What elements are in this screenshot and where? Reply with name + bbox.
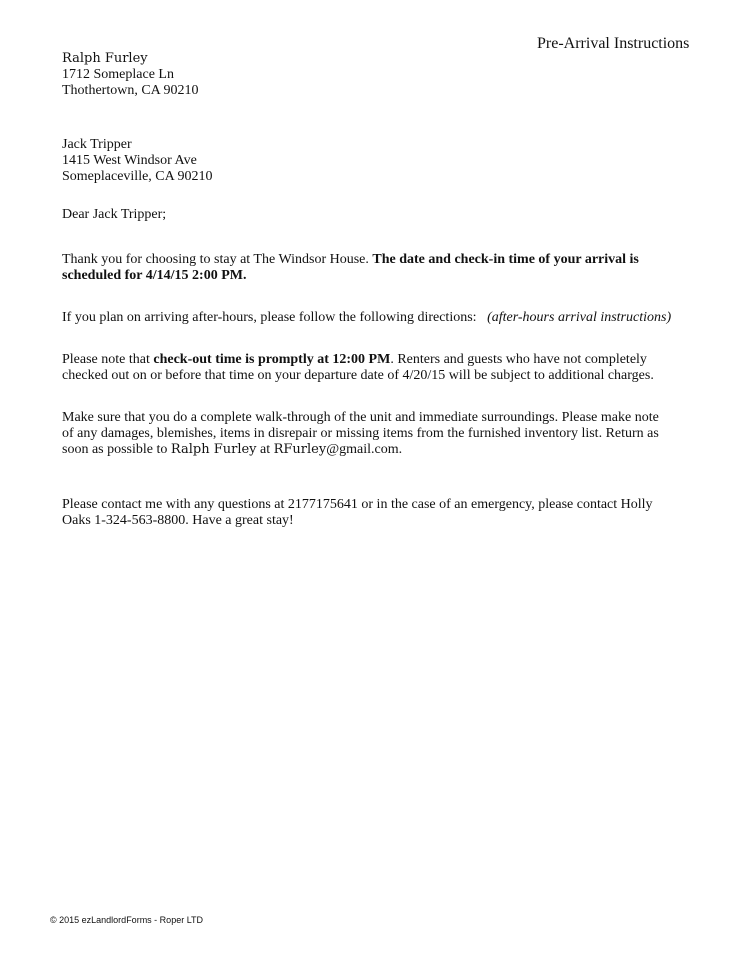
contact-paragraph xyxy=(62,497,702,529)
recipient-city: Someplaceville, CA 90210 xyxy=(62,169,213,184)
walkthrough-line-3b: at xyxy=(256,442,274,457)
walkthrough-line-3a: soon as possible to xyxy=(62,442,171,457)
checkout-paragraph xyxy=(62,352,702,384)
walkthrough-line-1: Make sure that you do a complete walk-through of the unit and immediate surroundings. Please make note xyxy=(62,410,659,425)
contact-line-2: Oaks 1-324-563-8800. Have a great stay! xyxy=(62,513,294,528)
recipient-address xyxy=(62,137,702,185)
contact-name: Ralph Furley xyxy=(170,442,257,457)
sender-city: Thothertown, CA 90210 xyxy=(62,83,199,98)
walkthrough-paragraph xyxy=(62,410,702,458)
after-hours-text: If you plan on arriving after-hours, please follow the following directions: xyxy=(62,310,477,325)
arrival-paragraph xyxy=(62,252,702,284)
sender-address xyxy=(62,51,702,99)
after-hours-instructions: (after-hours arrival instructions) xyxy=(487,310,672,325)
checkout-line-2: checked out on or before that time on your departure date of 4/20/15 will be subject to additional charges. xyxy=(62,368,654,383)
arrival-bold-1: The date and check-in time of your arrival is xyxy=(372,252,639,267)
recipient-street: 1415 West Windsor Ave xyxy=(62,153,197,168)
copyright-footer: © 2015 ezLandlordForms - Roper LTD xyxy=(50,915,204,925)
email-user: RFurley xyxy=(273,442,327,457)
arrival-bold-2: scheduled for 4/14/15 2:00 PM. xyxy=(62,268,247,283)
document-title: Pre-Arrival Instructions xyxy=(537,35,690,52)
checkout-time-bold: check-out time is promptly at 12:00 PM xyxy=(153,352,391,367)
checkout-text-b: . Renters and guests who have not completely xyxy=(390,352,647,367)
salutation: Dear Jack Tripper; xyxy=(62,207,167,222)
walkthrough-line-2: of any damages, blemishes, items in disrepair or missing items from the furnished inventory list. Return as xyxy=(62,426,659,441)
recipient-name: Jack Tripper xyxy=(62,137,132,152)
contact-line-1: Please contact me with any questions at 2177175641 or in the case of an emergency, please contact Holly xyxy=(62,497,653,512)
checkout-text-a: Please note that xyxy=(62,352,154,367)
email-domain: @gmail.com. xyxy=(326,442,403,457)
sender-name: Ralph Furley xyxy=(62,51,148,66)
sender-street: 1712 Someplace Ln xyxy=(62,67,174,82)
arrival-text: Thank you for choosing to stay at The Windsor House. xyxy=(62,252,373,267)
after-hours-paragraph xyxy=(62,310,702,326)
